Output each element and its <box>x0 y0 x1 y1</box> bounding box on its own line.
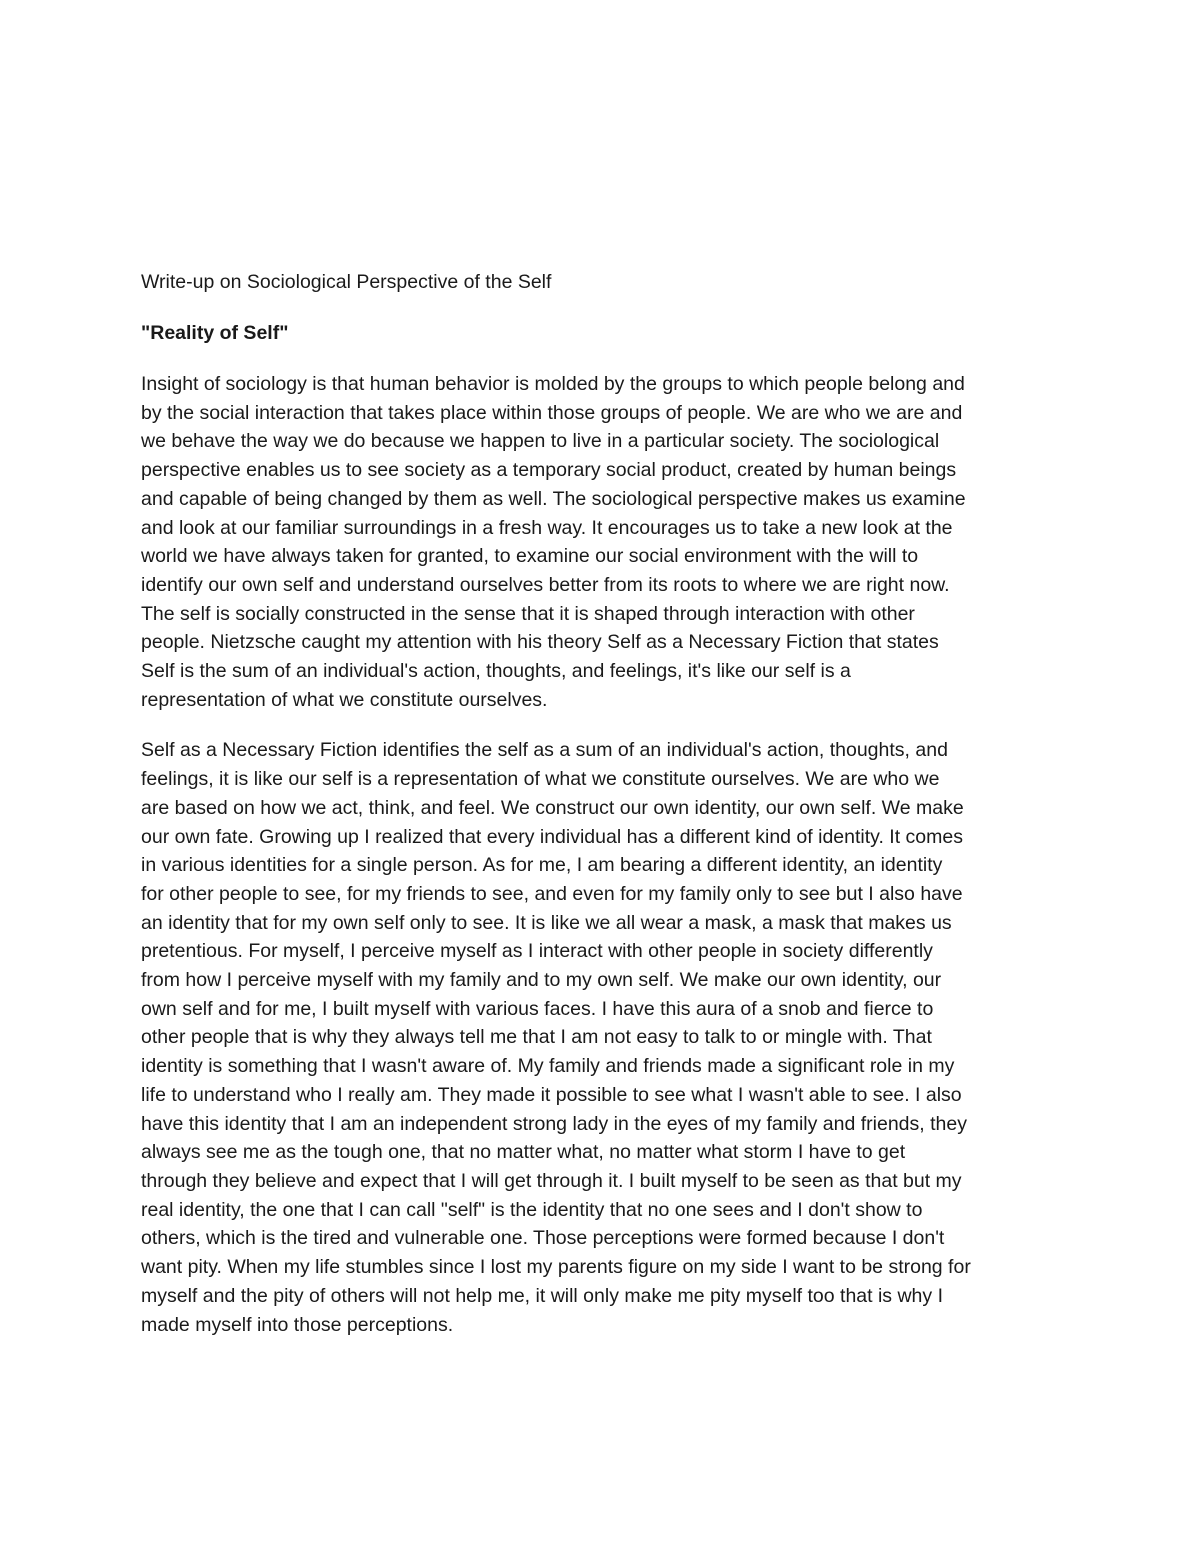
paragraph-line: feelings, it is like our self is a representation of what we constitute ourselves. We are who we <box>141 768 940 791</box>
paragraph-line: identify our own self and understand ourselves better from its roots to where we are right now. <box>141 573 950 596</box>
paragraph-line: an identity that for my own self only to see. It is like we all wear a mask, a mask that makes us <box>141 911 952 934</box>
paragraph-line: The self is socially constructed in the sense that it is shaped through interaction with other <box>141 602 915 625</box>
paragraph-line: people. Nietzsche caught my attention with his theory Self as a Necessary Fiction that states <box>141 631 939 654</box>
paragraph-line: and look at our familiar surroundings in a fresh way. It encourages us to take a new look at the <box>141 516 953 539</box>
paragraph-line: others, which is the tired and vulnerable one. Those perceptions were formed because I don't <box>141 1227 945 1250</box>
paragraph-line: we behave the way we do because we happen to live in a particular society. The sociological <box>141 430 940 453</box>
paragraph-line: are based on how we act, think, and feel. We construct our own identity, our own self. We make <box>141 796 964 819</box>
paragraph-line: Insight of sociology is that human behavior is molded by the groups to which people belong and <box>141 373 965 395</box>
paragraph-line: other people that is why they always tell me that I am not easy to talk to or mingle with. That <box>141 1026 932 1049</box>
paragraph-line: representation of what we constitute ourselves. <box>141 688 548 711</box>
paragraph-line: own self and for me, I built myself with various faces. I have this aura of a snob and fierce to <box>141 997 934 1020</box>
paragraph-line: by the social interaction that takes place within those groups of people. We are who we are and <box>141 401 963 424</box>
paragraph-line: have this identity that I am an independent strong lady in the eyes of my family and friends, they <box>141 1112 967 1135</box>
paragraph-line: and capable of being changed by them as well. The sociological perspective makes us examine <box>141 487 966 510</box>
paragraph-line: identity is something that I wasn't aware of. My family and friends made a significant role in my <box>141 1055 955 1078</box>
paragraph-line: Self as a Necessary Fiction identifies the self as a sum of an individual's action, thoughts, and <box>141 739 948 762</box>
paragraph-line: always see me as the tough one, that no matter what, no matter what storm I have to get <box>141 1141 906 1164</box>
paragraph-1 <box>141 370 1071 714</box>
paragraph-line: for other people to see, for my friends to see, and even for my family only to see but I also have <box>141 882 963 905</box>
paragraph-line: in various identities for a single person. As for me, I am bearing a different identity, an identity <box>141 854 943 877</box>
paragraph-line: life to understand who I really am. They made it possible to see what I wasn't able to see. I also <box>141 1083 962 1106</box>
paragraph-line: world we have always taken for granted, to examine our social environment with the will to <box>141 545 919 568</box>
document-title: Write-up on Sociological Perspective of the Self <box>141 271 552 293</box>
paragraph-line: real identity, the one that I can call "self" is the identity that no one sees and I don't show to <box>141 1198 923 1221</box>
document-subtitle: "Reality of Self" <box>141 322 289 344</box>
paragraph-line: myself and the pity of others will not help me, it will only make me pity myself too that is why I <box>141 1284 943 1307</box>
paragraph-line: our own fate. Growing up I realized that every individual has a different kind of identity. It comes <box>141 825 963 848</box>
paragraph-line: pretentious. For myself, I perceive myself as I interact with other people in society differently <box>141 940 933 963</box>
paragraph-line: Self is the sum of an individual's action, thoughts, and feelings, it's like our self is a <box>141 660 851 683</box>
paragraph-line: perspective enables us to see society as a temporary social product, created by human beings <box>141 459 957 482</box>
paragraph-line: from how I perceive myself with my family and to my own self. We make our own identity, our <box>141 969 942 992</box>
paragraph-2 <box>141 736 1071 1339</box>
paragraph-line: want pity. When my life stumbles since I lost my parents figure on my side I want to be strong for <box>141 1256 971 1279</box>
document-body <box>141 268 1071 1361</box>
paragraph-line: made myself into those perceptions. <box>141 1313 454 1336</box>
paragraph-line: through they believe and expect that I will get through it. I built myself to be seen as that but my <box>141 1169 962 1192</box>
